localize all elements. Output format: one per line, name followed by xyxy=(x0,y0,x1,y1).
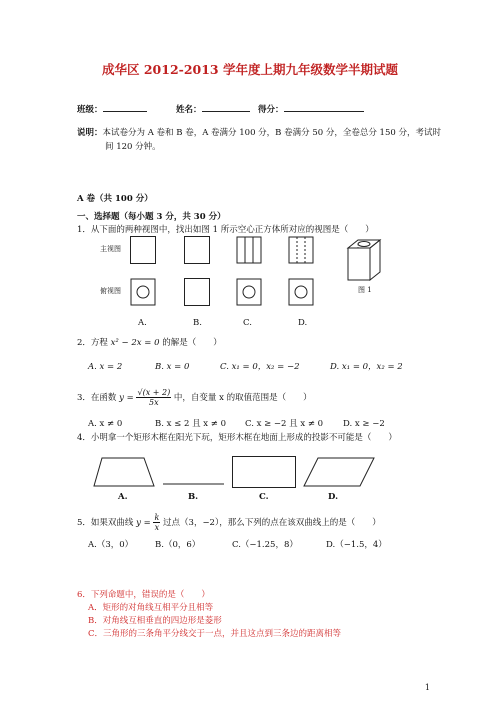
q1-option-c[interactable]: C. xyxy=(243,318,252,328)
q3-func-lhs: y = xyxy=(119,393,134,403)
q3-option-b[interactable]: B. x ≤ 2 且 x ≠ 0 xyxy=(155,419,227,429)
question-3-stem xyxy=(77,388,312,407)
instructions-line2: 间 120 分钟。 xyxy=(105,142,161,152)
option-c-top-view xyxy=(236,278,264,308)
question-2-stem xyxy=(77,338,222,349)
q4-rectangle-shadow xyxy=(232,456,296,488)
name-blank[interactable] xyxy=(202,102,250,112)
class-label: 班级： xyxy=(77,105,103,115)
option-a-top-view xyxy=(130,278,158,308)
q2-option-a[interactable]: A. x = 2 xyxy=(88,362,123,372)
q2-equation: x² − 2x = 0 xyxy=(110,338,160,348)
q2-option-c[interactable]: C. x₁ = 0，x₂ = −2 xyxy=(220,362,300,372)
q6-option-b[interactable]: B．对角线互相垂直的四边形是菱形 xyxy=(88,616,222,626)
q4-parallelogram-shadow xyxy=(302,456,376,490)
q5-denominator: x xyxy=(154,523,160,532)
q4-line-segment-shadow xyxy=(162,480,226,488)
q5-option-c[interactable]: C.（−1.25，8） xyxy=(232,540,298,550)
option-b-front-view xyxy=(184,236,210,264)
score-label: 得分： xyxy=(258,105,284,115)
q3-option-d[interactable]: D. x ≥ −2 xyxy=(343,419,385,429)
class-blank[interactable] xyxy=(103,102,147,112)
figure-1-label: 图 1 xyxy=(358,286,372,294)
q3-option-a[interactable]: A. x ≠ 0 xyxy=(88,419,123,429)
q1-option-b[interactable]: B. xyxy=(193,318,202,328)
q4-option-a[interactable]: A. xyxy=(118,492,128,502)
q3-stem-post: 中，自变量 x 的取值范围是（ ） xyxy=(173,393,312,403)
q4-trapezoid-shadow xyxy=(92,456,158,490)
q5-stem-post: 过点（3，−2），那么下列的点在该双曲线上的是（ ） xyxy=(163,518,381,528)
q1-option-d[interactable]: D. xyxy=(298,318,308,328)
class-field xyxy=(77,102,147,116)
question-5-stem xyxy=(77,513,381,532)
instructions-label: 说明： xyxy=(77,128,103,138)
front-view-label: 主视图 xyxy=(100,245,121,253)
question-6-stem: 6．下列命题中，错误的是（ ） xyxy=(77,590,210,600)
name-label: 姓名： xyxy=(176,105,202,115)
option-d-front-view xyxy=(288,236,316,266)
q2-option-b[interactable]: B. x = 0 xyxy=(155,362,190,372)
q4-option-b[interactable]: B. xyxy=(188,492,199,502)
option-b-top-view xyxy=(184,278,210,306)
q2-stem-post: 的解是（ ） xyxy=(162,338,222,348)
page-title: 成华区 2012-2013 学年度上期九年级数学半期试题 xyxy=(102,62,398,77)
q5-option-b[interactable]: B.（0，6） xyxy=(155,540,201,550)
name-field xyxy=(176,102,250,116)
q4-option-c[interactable]: C. xyxy=(259,492,269,502)
question-4-stem: 4．小明拿一个矩形木框在阳光下玩，矩形木框在地面上形成的投影不可能是（ ） xyxy=(77,433,397,443)
option-c-front-view xyxy=(236,236,264,266)
q5-option-a[interactable]: A.（3，0） xyxy=(88,540,134,550)
instructions xyxy=(77,128,441,139)
q5-option-d[interactable]: D.（−1.5，4） xyxy=(326,540,387,550)
q3-numerator: √(x + 2) xyxy=(137,388,171,397)
q4-option-d[interactable]: D. xyxy=(328,492,339,502)
page-number: 1 xyxy=(424,683,430,692)
option-d-top-view xyxy=(288,278,316,308)
part-heading: 一、选择题（每小题 3 分，共 30 分） xyxy=(77,212,226,222)
section-heading: A 卷（共 100 分） xyxy=(77,194,153,204)
q3-fraction xyxy=(136,388,171,407)
score-blank[interactable] xyxy=(284,102,364,112)
q2-option-d[interactable]: D. x₁ = 0，x₂ = 2 xyxy=(330,362,403,372)
q5-fraction xyxy=(153,513,160,532)
q5-stem-pre: 5．如果双曲线 xyxy=(77,518,134,528)
q6-option-c[interactable]: C．三角形的三条角平分线交于一点，并且这点到三条边的距离相等 xyxy=(88,629,342,639)
top-view-label: 俯视图 xyxy=(100,287,121,295)
score-field xyxy=(258,102,364,116)
q3-option-c[interactable]: C. x ≥ −2 且 x ≠ 0 xyxy=(245,419,324,429)
q5-numerator: k xyxy=(154,513,160,522)
instructions-line1: 本试卷分为 A 卷和 B 卷，A 卷满分 100 分，B 卷满分 50 分，全卷总分 150 分，考试时 xyxy=(102,128,441,138)
question-1-stem: 1．从下面的两种视图中，找出如图 1 所示空心正方体所对应的视图是（ ） xyxy=(77,225,374,235)
q2-stem-pre: 2．方程 xyxy=(77,338,108,348)
q1-option-a[interactable]: A. xyxy=(138,318,147,328)
q5-func-lhs: y = xyxy=(136,518,151,528)
q3-stem-pre: 3．在函数 xyxy=(77,393,117,403)
hollow-cube-figure xyxy=(344,238,384,286)
q6-option-a[interactable]: A．矩形的对角线互相平分且相等 xyxy=(88,603,214,613)
q3-denominator: 5x xyxy=(149,398,159,407)
option-a-front-view xyxy=(130,236,156,264)
